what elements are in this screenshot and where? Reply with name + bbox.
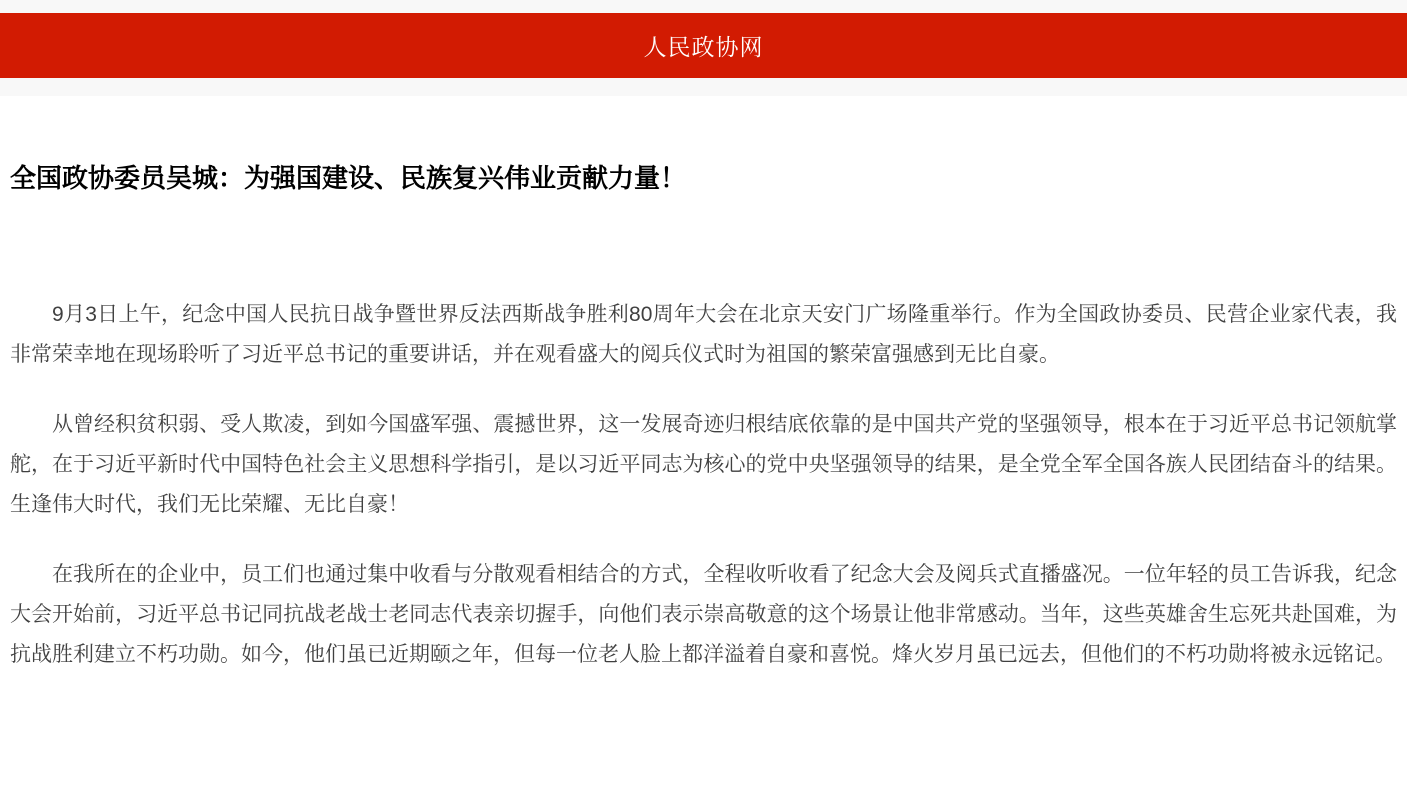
article-content xyxy=(0,162,1407,675)
site-header xyxy=(0,0,1407,96)
article-body xyxy=(10,295,1397,675)
article-paragraph-1: 9月3日上午，纪念中国人民抗日战争暨世界反法西斯战争胜利80周年大会在北京天安门广场隆重举行。作为全国政协委员、民营企业家代表，我非常荣幸地在现场聆听了习近平总书记的重要讲话，并在观看盛大的阅兵仪式时为祖国的繁荣富强感到无比自豪。 xyxy=(10,302,1397,366)
article-paragraph-3: 在我所在的企业中，员工们也通过集中收看与分散观看相结合的方式，全程收听收看了纪念大会及阅兵式直播盛况。一位年轻的员工告诉我，纪念大会开始前，习近平总书记同抗战老战士老同志代表亲切握手，向他们表示崇高敬意的这个场景让他非常感动。当年，这些英雄舍生忘死共赴国难，为抗战胜利建立不朽功勋。如今，他们虽已近期颐之年，但每一位老人脸上都洋溢着自豪和喜悦。烽火岁月虽已远去，但他们的不朽功勋将被永远铭记。 xyxy=(10,562,1397,666)
site-banner xyxy=(0,13,1407,78)
site-name-link[interactable]: 人民政协网 xyxy=(643,34,764,60)
article-title: 全国政协委员吴城：为强国建设、民族复兴伟业贡献力量！ xyxy=(10,163,687,193)
article-paragraph-2: 从曾经积贫积弱、受人欺凌，到如今国盛军强、震撼世界，这一发展奇迹归根结底依靠的是中国共产党的坚强领导，根本在于习近平总书记领航掌舵，在于习近平新时代中国特色社会主义思想科学指引，是以习近平同志为核心的党中央坚强领导的结果，是全党全军全国各族人民团结奋斗的结果。生逢伟大时代，我们无比荣耀、无比自豪！ xyxy=(10,412,1397,516)
